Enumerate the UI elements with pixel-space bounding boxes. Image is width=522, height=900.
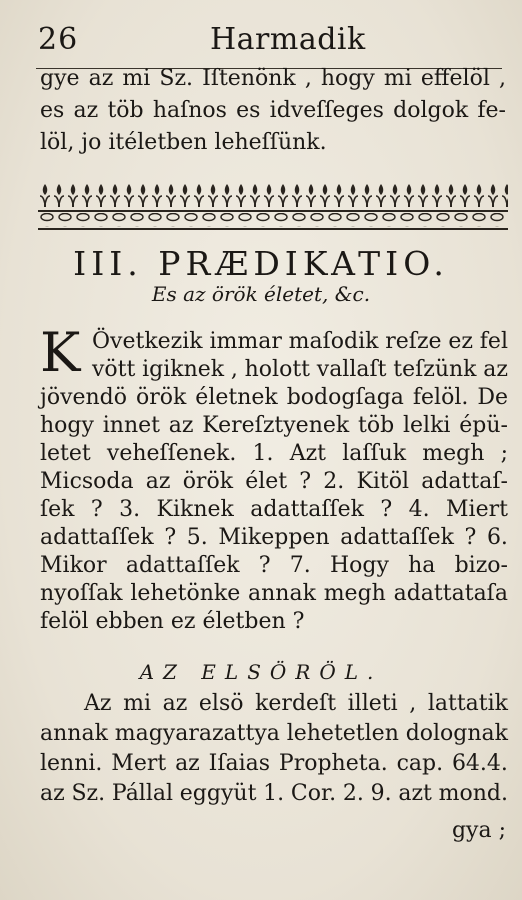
word: 64.4. xyxy=(451,751,508,776)
word: mond. xyxy=(438,781,508,806)
word: idveſſeges xyxy=(269,98,384,123)
word: az xyxy=(162,691,188,716)
page-number: 26 xyxy=(38,22,79,57)
word: lattatik xyxy=(427,691,508,716)
word: Propheta. xyxy=(278,751,388,776)
word: fel xyxy=(479,329,508,354)
word: megh xyxy=(422,441,485,466)
paragraph-line xyxy=(40,552,508,580)
word: mi xyxy=(383,66,412,91)
word: lehetetlen xyxy=(286,721,399,746)
word: igiknek xyxy=(142,357,225,382)
word: Övetkezik xyxy=(92,329,203,354)
word: immar xyxy=(209,329,282,354)
word: ez xyxy=(448,329,473,354)
word: haſnos xyxy=(152,98,227,123)
word: jövendö xyxy=(40,385,128,410)
word: es xyxy=(236,98,261,123)
word: 2. xyxy=(323,469,345,494)
word: 5. xyxy=(186,525,208,550)
word: az xyxy=(175,751,200,776)
paragraph-line xyxy=(92,328,508,356)
word: illeti xyxy=(347,691,398,716)
word: teſzünk xyxy=(393,357,477,382)
paragraph-line xyxy=(40,468,508,496)
word: töb xyxy=(107,98,144,123)
word: azt xyxy=(398,781,432,806)
word: megh xyxy=(323,581,386,606)
word: Iſaias xyxy=(208,751,271,776)
word: cap. xyxy=(396,751,444,776)
word: Iſtenönk xyxy=(202,66,296,91)
word: ſek xyxy=(40,497,75,522)
word: adattaſſek xyxy=(40,525,154,550)
word: es xyxy=(40,98,65,123)
paragraph-line xyxy=(40,496,508,524)
word: Mert xyxy=(111,751,167,776)
running-title: Harmadik xyxy=(210,22,366,57)
word: annak xyxy=(40,721,108,746)
word: 7. xyxy=(289,553,311,578)
word: az xyxy=(40,781,65,806)
text-line: löl, jo itéletben leheſſünk. xyxy=(40,130,327,155)
word: fe- xyxy=(477,98,506,123)
word: Micsoda xyxy=(40,469,134,494)
word: maſodik xyxy=(288,329,379,354)
word: ? xyxy=(90,497,103,522)
word: , xyxy=(230,357,238,382)
word: Miert xyxy=(446,497,508,522)
chapter-subheading: Es az örök életet, &c. xyxy=(151,282,371,306)
word: 1. xyxy=(252,441,274,466)
paragraph-line xyxy=(40,524,508,552)
word: az xyxy=(168,413,194,438)
paragraph-line xyxy=(40,580,508,608)
word: mi xyxy=(123,691,151,716)
word: dolognak xyxy=(405,721,508,746)
section-line xyxy=(84,690,508,718)
word: mi xyxy=(122,66,151,91)
word: letet xyxy=(40,441,91,466)
word: örök xyxy=(135,385,187,410)
chapter-heading: III. PRÆDIKATIO. xyxy=(73,244,449,283)
word: ? xyxy=(258,553,271,578)
word: De xyxy=(477,385,508,410)
word: ha xyxy=(408,553,436,578)
word: adattaſſek xyxy=(250,497,364,522)
word: effelöl xyxy=(420,66,490,91)
word: , xyxy=(304,66,312,91)
word: ; xyxy=(500,441,508,466)
word: Hogy xyxy=(329,553,389,578)
paragraph-line xyxy=(92,356,508,384)
word: 1. xyxy=(263,781,285,806)
section-line xyxy=(40,720,508,748)
word: holott xyxy=(244,357,311,382)
word: az xyxy=(483,357,508,382)
word: ? xyxy=(380,497,393,522)
word: Mikor xyxy=(40,553,107,578)
word: az xyxy=(88,66,114,91)
ornament-band xyxy=(38,182,508,234)
word: nyoſſak xyxy=(40,581,123,606)
word: reſze xyxy=(385,329,442,354)
word: Sz. xyxy=(159,66,194,91)
word: 3. xyxy=(119,497,141,522)
word: Kiknek xyxy=(156,497,234,522)
section-title: AZ ELSÖRÖL. xyxy=(139,660,383,684)
word: élet xyxy=(245,469,288,494)
word: bizo- xyxy=(454,553,508,578)
word: annak xyxy=(248,581,316,606)
word: hogy xyxy=(320,66,375,91)
paragraph-line xyxy=(40,440,508,468)
word: vött xyxy=(92,357,136,382)
word: eggyüt xyxy=(179,781,257,806)
catchword: gya ; xyxy=(451,818,506,843)
word: Pállal xyxy=(111,781,174,806)
word: Sz. xyxy=(71,781,106,806)
word: az xyxy=(145,469,171,494)
paragraph-line xyxy=(40,384,508,412)
word: hogy xyxy=(40,413,94,438)
word: Cor. xyxy=(290,781,337,806)
word: 4. xyxy=(408,497,430,522)
section-line xyxy=(40,780,508,808)
word: Az xyxy=(84,691,112,716)
word: Kereſztyenek xyxy=(202,413,350,438)
word: lehetönke xyxy=(130,581,241,606)
word: életnek xyxy=(195,385,278,410)
word: vallaſt xyxy=(316,357,387,382)
word: ? xyxy=(164,525,177,550)
word: adattaſſek xyxy=(340,525,454,550)
word: innet xyxy=(102,413,160,438)
word: kerdeſt xyxy=(255,691,337,716)
word: bodogſaga xyxy=(286,385,404,410)
word: magyarazattya xyxy=(114,721,280,746)
section-line xyxy=(40,750,508,778)
word: az xyxy=(73,98,99,123)
word: elsö xyxy=(198,691,244,716)
paragraph-line: felöl ebben ez életben ? xyxy=(40,609,305,634)
word: veheſſenek. xyxy=(106,441,237,466)
word: dolgok xyxy=(393,98,469,123)
word: , xyxy=(498,66,506,91)
word: töb xyxy=(358,413,395,438)
word: Kitöl xyxy=(356,469,410,494)
word: 9. xyxy=(370,781,392,806)
word: épü- xyxy=(459,413,508,438)
word: Azt xyxy=(289,441,327,466)
word: gye xyxy=(40,66,80,91)
drop-cap: K xyxy=(40,321,81,384)
word: laſſuk xyxy=(342,441,407,466)
word: ? xyxy=(299,469,312,494)
text-line xyxy=(40,98,506,124)
text-line xyxy=(40,66,506,92)
ornament-icon xyxy=(38,182,508,234)
word: , xyxy=(409,691,417,716)
word: adattaſſek xyxy=(125,553,240,578)
word: 6. xyxy=(486,525,508,550)
word: lelki xyxy=(403,413,451,438)
word: adattaſ- xyxy=(421,469,508,494)
paragraph-line xyxy=(40,412,508,440)
word: ? xyxy=(464,525,477,550)
word: lenni. xyxy=(40,751,103,776)
word: felöl. xyxy=(412,385,469,410)
word: adattataſa xyxy=(393,581,508,606)
word: 2. xyxy=(342,781,364,806)
word: Mikeppen xyxy=(218,525,330,550)
running-head xyxy=(0,18,522,58)
word: örök xyxy=(182,469,234,494)
